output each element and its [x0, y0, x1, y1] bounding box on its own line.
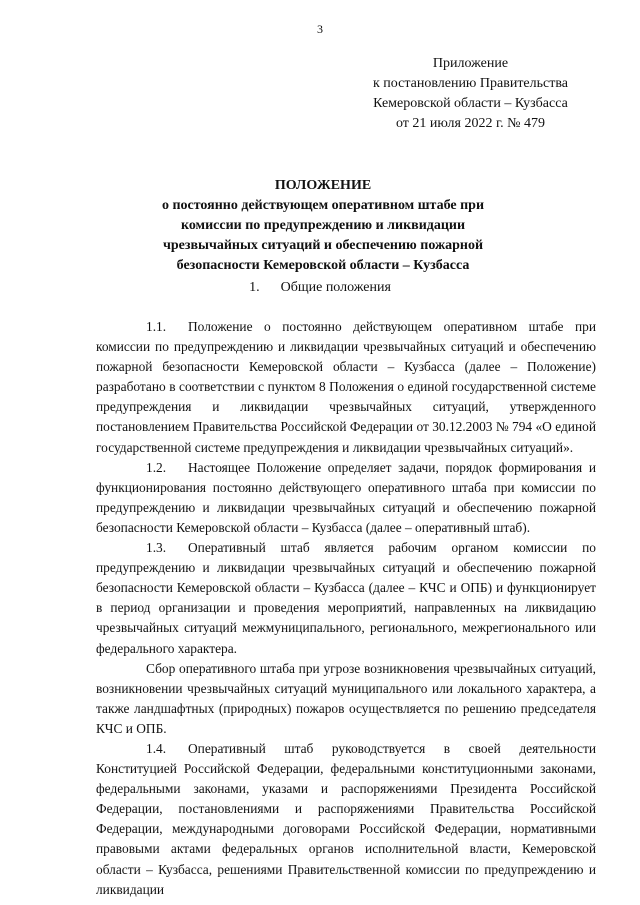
paragraph-text: Оперативный штаб руководствуется в своей деятельности Конституцией Российской Федерации, федеральными конституционными законами, федеральными законами, указами и распоряжениями Президента Российской Федерации, постановлениями и распоряжениями Правительства Российской Федерации, международными договорами Российской Федерации, нормативными правовыми актами федеральных органов исполнительной власти, Кемеровской области – Кузбасса, решениями Правительственной комиссии по предупреждению и ликвидации	[96, 740, 596, 897]
paragraph	[96, 317, 596, 458]
document-title	[96, 176, 550, 276]
paragraph	[96, 739, 596, 900]
paragraph-text: Сбор оперативного штаба при угрозе возникновения чрезвычайных ситуаций, возникновении чрезвычайных ситуаций муниципального или локального характера, а также ландшафтных (природных) пожаров осуществляется по решению председателя КЧС и ОПБ.	[96, 660, 596, 736]
title-line: безопасности Кемеровской области – Кузбасса	[176, 258, 470, 273]
page-number: 3	[317, 22, 323, 36]
appendix-line: Приложение	[432, 56, 509, 71]
paragraph-text: Настоящее Положение определяет задачи, порядок формирования и функционирования постоянно действующего оперативного штаба при комиссии по предупреждению и ликвидации чрезвычайных ситуаций и обеспечению пожарной безопасности Кемеровской области – Кузбасса (далее – оперативный штаб).	[96, 459, 596, 535]
section-title: Общие положения	[280, 280, 391, 295]
appendix-line: от 21 июля 2022 г. № 479	[395, 116, 545, 131]
paragraph-number: 1.1.	[146, 319, 167, 334]
title-line: о постоянно действующем оперативном штабе при	[161, 198, 485, 213]
body-text	[96, 317, 596, 900]
paragraph-number: 1.2.	[146, 459, 167, 475]
appendix-line: к постановлению Правительства	[372, 76, 568, 91]
title-main: ПОЛОЖЕНИЕ	[274, 178, 372, 193]
title-line: чрезвычайных ситуаций и обеспечению пожарной	[162, 238, 484, 253]
section-number: 1.	[249, 280, 260, 295]
paragraph-number: 1.4.	[146, 740, 167, 756]
paragraph	[96, 659, 596, 739]
appendix-block	[373, 54, 568, 134]
paragraph	[96, 458, 596, 538]
paragraph-text: Оперативный штаб является рабочим органом комиссии по предупреждению и ликвидации чрезвычайных ситуаций и обеспечению пожарной безопасности Кемеровской области – Кузбасса (далее – КЧС и ОПБ) и функционирует в период организации и проведения мероприятий, направленных на ликвидацию чрезвычайных ситуаций межмуниципального, регионального, межрегионального или федерального характера.	[96, 540, 596, 656]
paragraph-number: 1.3.	[146, 540, 167, 556]
section-heading	[0, 280, 640, 296]
title-line: комиссии по предупреждению и ликвидации	[180, 218, 466, 233]
paragraph	[96, 538, 596, 659]
paragraph-text: Положение о постоянно действующем оперативном штабе при комиссии по предупреждению и ликвидации чрезвычайных ситуаций и обеспечению пожарной безопасности Кемеровской области – Кузбасса (далее – Положение) разработано в соответствии с пунктом 8 Положения о единой государственной системе предупреждения и ликвидации чрезвычайных ситуаций, утвержденного постановлением Правительства Российской Федерации от 30.12.2003 № 794 «О единой государственной системе предупреждения и ликвидации чрезвычайных ситуаций».	[96, 319, 596, 455]
appendix-line: Кемеровской области – Кузбасса	[373, 96, 568, 111]
